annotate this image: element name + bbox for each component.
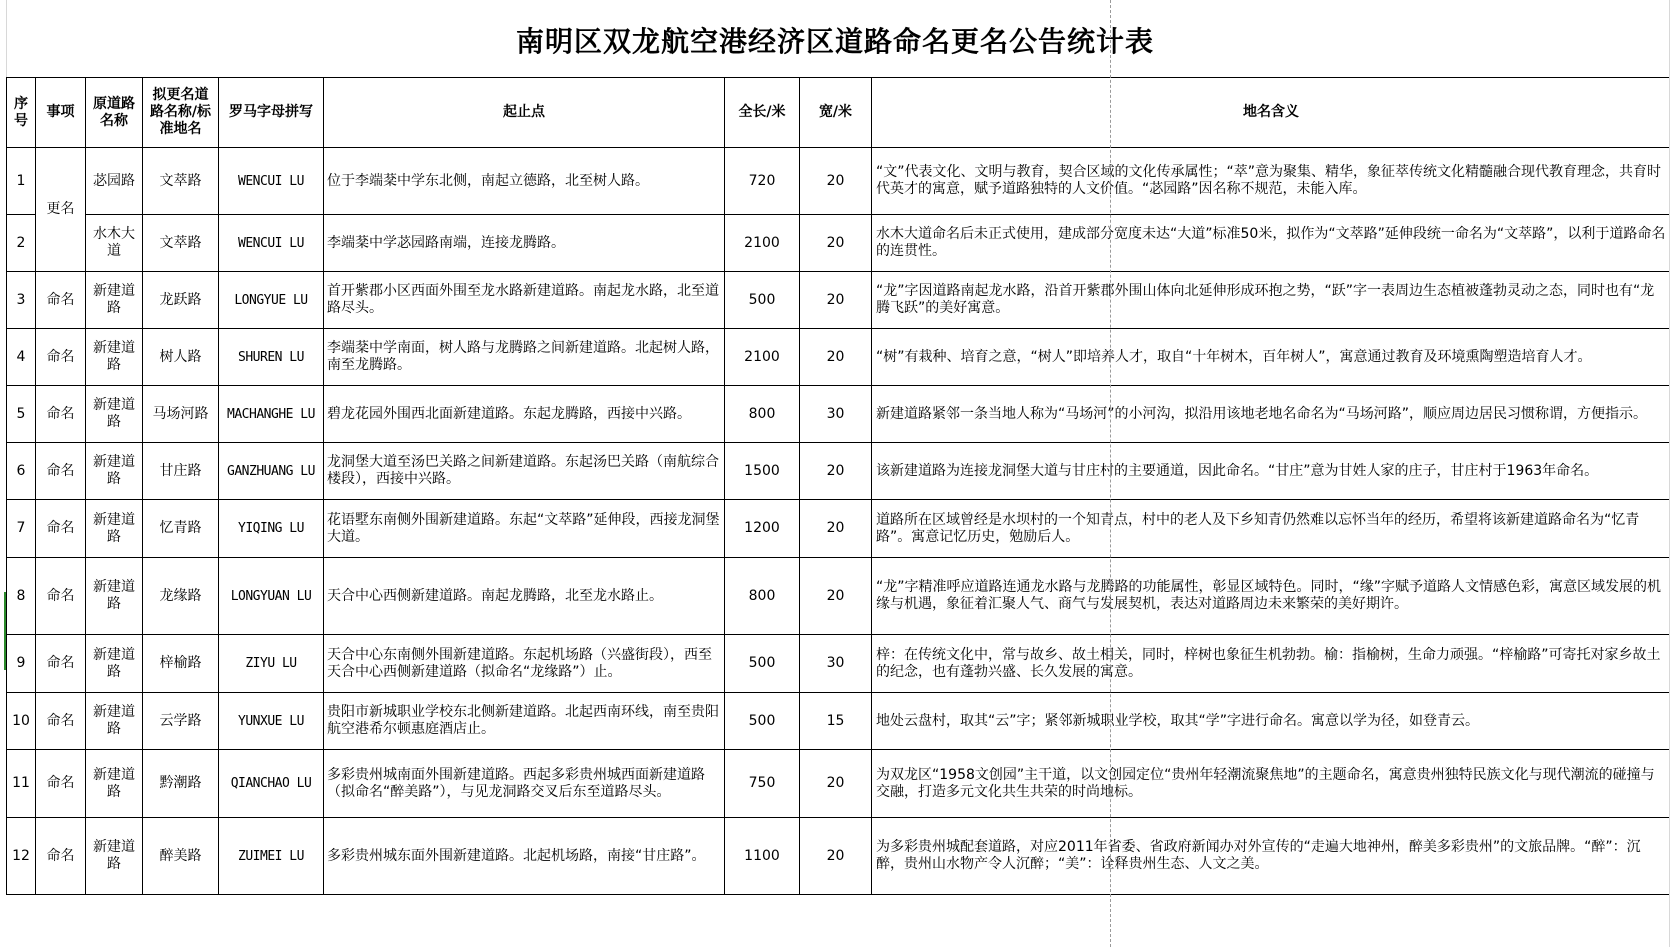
table-row [7, 635, 1670, 693]
cell-meaning[interactable]: “文”代表文化、文明与教育，契合区域的文化传承属性；“萃”意为聚集、精华，象征萃传统文化精髓融合现代教育理念，共育时代英才的寓意，赋予道路独特的人文价值。“苾园路”因名称不规范，未能入库。 [872, 148, 1670, 215]
cell-start-end[interactable]: 天合中心西侧新建道路。南起龙腾路，北至龙水路止。 [324, 558, 725, 635]
cell-action[interactable]: 命名 [36, 750, 86, 818]
cell-seq[interactable]: 10 [7, 693, 36, 750]
page-title: 南明区双龙航空港经济区道路命名更名公告统计表 [515, 25, 1154, 58]
cell-action[interactable]: 命名 [36, 443, 86, 500]
table-row [7, 500, 1670, 558]
cell-meaning[interactable]: “龙”字因道路南起龙水路，沿首开紫郡外围山体向北延伸形成环抱之势，“跃”字一表周边生态植被蓬勃灵动之态，同时也有“龙腾飞跃”的美好寓意。 [872, 272, 1670, 329]
cell-meaning[interactable]: 地处云盘村，取其“云”字；紧邻新城职业学校，取其“学”字进行命名。寓意以学为径，如登青云。 [872, 693, 1670, 750]
table-row [7, 386, 1670, 443]
cell-start-end[interactable]: 花语墅东南侧外围新建道路。东起“文萃路”延伸段，西接龙洞堡大道。 [324, 500, 725, 558]
header-seq[interactable]: 序号 [7, 78, 36, 148]
cell-length[interactable]: 500 [725, 693, 800, 750]
cell-meaning[interactable]: 新建道路紧邻一条当地人称为“马场河”的小河沟，拟沿用该地老地名命名为“马场河路”，顺应周边居民习惯称谓，方便指示。 [872, 386, 1670, 443]
table-row [7, 750, 1670, 818]
cell-length[interactable]: 2100 [725, 215, 800, 272]
header-roman[interactable]: 罗马字母拼写 [219, 78, 324, 148]
cell-new[interactable]: 梓榆路 [143, 635, 219, 693]
cell-orig[interactable]: 新建道路 [86, 443, 143, 500]
cell-roman[interactable]: SHUREN LU [219, 329, 324, 386]
cell-orig[interactable]: 新建道路 [86, 272, 143, 329]
table-row [7, 693, 1670, 750]
cell-length[interactable]: 1500 [725, 443, 800, 500]
table-row [7, 329, 1670, 386]
cell-action[interactable]: 命名 [36, 500, 86, 558]
cell-width[interactable]: 20 [800, 215, 872, 272]
cell-seq[interactable]: 4 [7, 329, 36, 386]
cell-seq[interactable]: 3 [7, 272, 36, 329]
cell-meaning[interactable]: 道路所在区域曾经是水坝村的一个知青点，村中的老人及下乡知青仍然难以忘怀当年的经历，希望将该新建道路命名为“忆青路”。寓意记忆历史，勉励后人。 [872, 500, 1670, 558]
cell-action[interactable]: 命名 [36, 558, 86, 635]
cell-seq[interactable]: 8 [7, 558, 36, 635]
cell-seq[interactable]: 6 [7, 443, 36, 500]
cell-width[interactable]: 20 [800, 272, 872, 329]
cell-width[interactable]: 20 [800, 329, 872, 386]
cell-start-end[interactable]: 多彩贵州城南面外围新建道路。西起多彩贵州城西面新建道路（拟命名“醉美路”），与见龙洞路交叉后东至道路尽头。 [324, 750, 725, 818]
cell-start-end[interactable]: 碧龙花园外围西北面新建道路。东起龙腾路，西接中兴路。 [324, 386, 725, 443]
cell-length[interactable]: 720 [725, 148, 800, 215]
cell-length[interactable]: 500 [725, 272, 800, 329]
cell-action-merged[interactable]: 更名 [36, 148, 86, 272]
cell-roman[interactable]: WENCUI LU [219, 148, 324, 215]
cell-new[interactable]: 文萃路 [143, 148, 219, 215]
cell-meaning[interactable]: 梓：在传统文化中，常与故乡、故土相关，同时，梓树也象征生机勃勃。榆：指榆树，生命力顽强。“梓榆路”可寄托对家乡故土的纪念，也有蓬勃兴盛、长久发展的寓意。 [872, 635, 1670, 693]
cell-roman[interactable]: ZIYU LU [219, 635, 324, 693]
cell-start-end[interactable]: 贵阳市新城职业学校东北侧新建道路。北起西南环线，南至贵阳航空港希尔顿惠庭酒店止。 [324, 693, 725, 750]
cell-roman[interactable]: ZUIMEI LU [219, 818, 324, 895]
row-selection-marker [4, 592, 6, 670]
cell-action[interactable]: 命名 [36, 329, 86, 386]
cell-meaning[interactable]: 水木大道命名后未正式使用，建成部分宽度未达“大道”标准50米，拟作为“文萃路”延伸段统一命名为“文萃路”，以利于道路命名的连贯性。 [872, 215, 1670, 272]
cell-length[interactable]: 1100 [725, 818, 800, 895]
cell-seq[interactable]: 7 [7, 500, 36, 558]
cell-new[interactable]: 甘庄路 [143, 443, 219, 500]
header-start-end[interactable]: 起止点 [324, 78, 725, 148]
cell-orig[interactable]: 水木大道 [86, 215, 143, 272]
header-meaning[interactable]: 地名含义 [872, 78, 1670, 148]
cell-width[interactable]: 20 [800, 500, 872, 558]
cell-width[interactable]: 20 [800, 558, 872, 635]
cell-roman[interactable]: YIQING LU [219, 500, 324, 558]
cell-orig[interactable]: 新建道路 [86, 750, 143, 818]
cell-orig[interactable]: 新建道路 [86, 693, 143, 750]
cell-new[interactable]: 龙跃路 [143, 272, 219, 329]
cell-roman[interactable]: GANZHUANG LU [219, 443, 324, 500]
cell-action[interactable]: 命名 [36, 635, 86, 693]
cell-action[interactable]: 命名 [36, 818, 86, 895]
cell-start-end[interactable]: 首开紫郡小区西面外围至龙水路新建道路。南起龙水路，北至道路尽头。 [324, 272, 725, 329]
cell-orig[interactable]: 新建道路 [86, 329, 143, 386]
cell-width[interactable]: 30 [800, 386, 872, 443]
cell-seq[interactable]: 1 [7, 148, 36, 215]
cell-orig[interactable]: 苾园路 [86, 148, 143, 215]
cell-new[interactable]: 云学路 [143, 693, 219, 750]
page-break-line [1110, 0, 1111, 947]
cell-meaning[interactable]: 为双龙区“1958文创园”主干道，以文创园定位“贵州年轻潮流聚焦地”的主题命名，寓意贵州独特民族文化与现代潮流的碰撞与交融，打造多元文化共生共荣的时尚地标。 [872, 750, 1670, 818]
cell-orig[interactable]: 新建道路 [86, 386, 143, 443]
header-length[interactable]: 全长/米 [725, 78, 800, 148]
cell-start-end[interactable]: 位于李端棻中学东北侧，南起立德路，北至树人路。 [324, 148, 725, 215]
table-row [7, 558, 1670, 635]
cell-orig[interactable]: 新建道路 [86, 500, 143, 558]
cell-length[interactable]: 1200 [725, 500, 800, 558]
cell-new[interactable]: 忆青路 [143, 500, 219, 558]
cell-roman[interactable]: YUNXUE LU [219, 693, 324, 750]
cell-length[interactable]: 500 [725, 635, 800, 693]
cell-seq[interactable]: 2 [7, 215, 36, 272]
cell-orig[interactable]: 新建道路 [86, 558, 143, 635]
header-orig[interactable]: 原道路名称 [86, 78, 143, 148]
cell-action[interactable]: 命名 [36, 693, 86, 750]
cell-new[interactable]: 树人路 [143, 329, 219, 386]
cell-width[interactable]: 30 [800, 635, 872, 693]
cell-new[interactable]: 龙缘路 [143, 558, 219, 635]
cell-width[interactable]: 20 [800, 750, 872, 818]
cell-seq[interactable]: 12 [7, 818, 36, 895]
cell-seq[interactable]: 9 [7, 635, 36, 693]
cell-length[interactable]: 800 [725, 558, 800, 635]
table-row [7, 215, 1670, 272]
cell-start-end[interactable]: 李端棻中学苾园路南端，连接龙腾路。 [324, 215, 725, 272]
cell-new[interactable]: 醉美路 [143, 818, 219, 895]
cell-meaning[interactable]: “树”有栽种、培育之意，“树人”即培养人才，取自“十年树木，百年树人”，寓意通过教育及环境熏陶塑造培育人才。 [872, 329, 1670, 386]
cell-roman[interactable]: QIANCHAO LU [219, 750, 324, 818]
cell-roman[interactable]: WENCUI LU [219, 215, 324, 272]
cell-orig[interactable]: 新建道路 [86, 635, 143, 693]
cell-meaning[interactable]: 该新建道路为连接龙洞堡大道与甘庄村的主要通道，因此命名。“甘庄”意为甘姓人家的庄子，甘庄村于1963年命名。 [872, 443, 1670, 500]
header-action[interactable]: 事项 [36, 78, 86, 148]
cell-roman[interactable]: LONGYUE LU [219, 272, 324, 329]
cell-start-end[interactable]: 李端棻中学南面，树人路与龙腾路之间新建道路。北起树人路，南至龙腾路。 [324, 329, 725, 386]
cell-new[interactable]: 黔潮路 [143, 750, 219, 818]
cell-length[interactable]: 2100 [725, 329, 800, 386]
cell-width[interactable]: 20 [800, 148, 872, 215]
header-width[interactable]: 宽/米 [800, 78, 872, 148]
cell-start-end[interactable]: 天合中心东南侧外围新建道路。东起机场路（兴盛街段），西至天合中心西侧新建道路（拟命名“龙缘路”）止。 [324, 635, 725, 693]
cell-seq[interactable]: 11 [7, 750, 36, 818]
road-naming-table [6, 77, 1670, 895]
cell-orig[interactable]: 新建道路 [86, 818, 143, 895]
cell-action[interactable]: 命名 [36, 272, 86, 329]
cell-start-end[interactable]: 多彩贵州城东面外围新建道路。北起机场路，南接“甘庄路”。 [324, 818, 725, 895]
cell-meaning[interactable]: 为多彩贵州城配套道路，对应2011年省委、省政府新闻办对外宣传的“走遍大地神州，醉美多彩贵州”的文旅品牌。“醉”：沉醉，贵州山水物产令人沉醉；“美”：诠释贵州生态、人文之美。 [872, 818, 1670, 895]
cell-length[interactable]: 800 [725, 386, 800, 443]
table-row [7, 148, 1670, 215]
table-row [7, 443, 1670, 500]
cell-width[interactable]: 20 [800, 818, 872, 895]
cell-new[interactable]: 马场河路 [143, 386, 219, 443]
cell-length[interactable]: 750 [725, 750, 800, 818]
cell-roman[interactable]: MACHANGHE LU [219, 386, 324, 443]
cell-roman[interactable]: LONGYUAN LU [219, 558, 324, 635]
cell-action[interactable]: 命名 [36, 386, 86, 443]
cell-start-end[interactable]: 龙洞堡大道至汤巴关路之间新建道路。东起汤巴关路（南航综合楼段），西接中兴路。 [324, 443, 725, 500]
cell-seq[interactable]: 5 [7, 386, 36, 443]
cell-width[interactable]: 20 [800, 443, 872, 500]
header-row [7, 78, 1670, 148]
cell-width[interactable]: 15 [800, 693, 872, 750]
cell-new[interactable]: 文萃路 [143, 215, 219, 272]
cell-meaning[interactable]: “龙”字精准呼应道路连通龙水路与龙腾路的功能属性，彰显区域特色。同时，“缘”字赋予道路人文情感色彩，寓意区域发展的机缘与机遇，象征着汇聚人气、商气与发展契机，表达对道路周边未来繁荣的美好期许。 [872, 558, 1670, 635]
table-row [7, 272, 1670, 329]
header-new[interactable]: 拟更名道路名称/标准地名 [143, 78, 219, 148]
table-row [7, 818, 1670, 895]
